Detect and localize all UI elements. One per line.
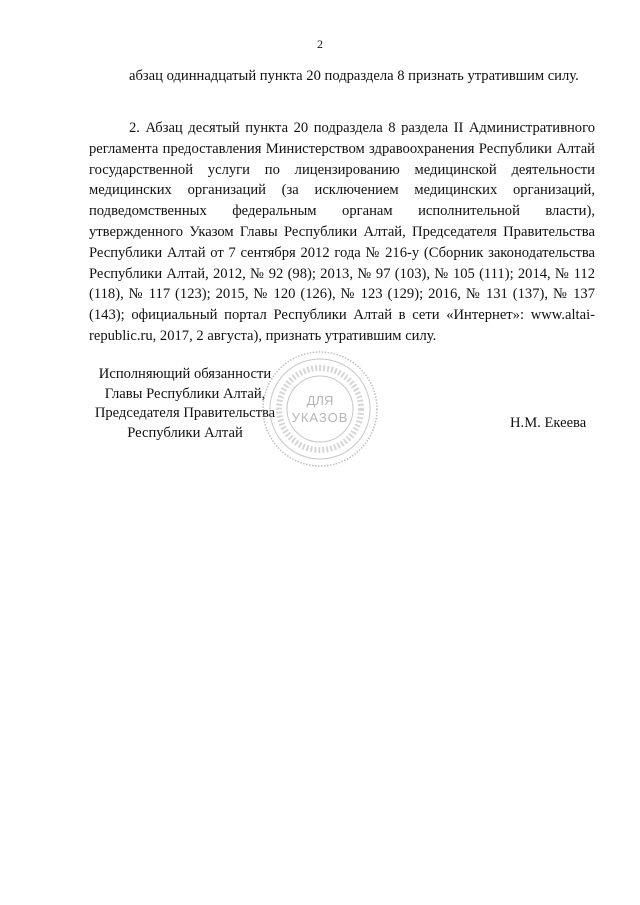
paragraph-2 bbox=[89, 118, 595, 347]
paragraph-1-text: абзац одиннадцатый пункта 20 подраздела 8 признать утратившим силу. bbox=[129, 68, 579, 84]
page-number: 2 bbox=[317, 37, 323, 51]
stamp-text-line2: УКАЗОВ bbox=[291, 410, 349, 425]
signature-line-1: Исполняющий обязанности bbox=[98, 366, 272, 382]
paragraph-1 bbox=[89, 66, 595, 87]
signature-line-3: Председателя Правительства bbox=[94, 405, 276, 421]
stamp-text-line1: ДЛЯ bbox=[306, 393, 334, 408]
signature-line-2: Главы Республики Алтай, bbox=[104, 385, 266, 402]
signature-name: Н.М. Екеева bbox=[510, 415, 587, 431]
paragraph-2-text: 2. Абзац десятый пункта 20 подраздела 8 раздела II Административного регламента предоставления Министерством здравоохранения Республики Алтай государственной услуги по лицензированию медицинской деятельности медицинских организаций (за исключением медицинских организаций, подведомственных федеральным органам исполнительной власти), утвержденного Указом Главы Республики Алтай, Председателя Правительства Республики Алтай от 7 сентября 2012 года № 216-у (Сборник законодательства Республики Алтай, 2012, № 92 (98); 2013, № 97 (103), № 105 (111); 2014, № 112 (118), № 117 (123); 2015, № 120 (126), № 123 (129); 2016, № 131 (137), № 137 (143); официальный портал Республики Алтай в сети «Интернет»: www.altai-republic.ru, 2017, 2 августа), признать утратившим силу. bbox=[89, 120, 595, 344]
signature-line-4: Республики Алтай bbox=[127, 424, 243, 441]
signature-position bbox=[92, 365, 278, 443]
stamp-seal bbox=[260, 349, 380, 469]
